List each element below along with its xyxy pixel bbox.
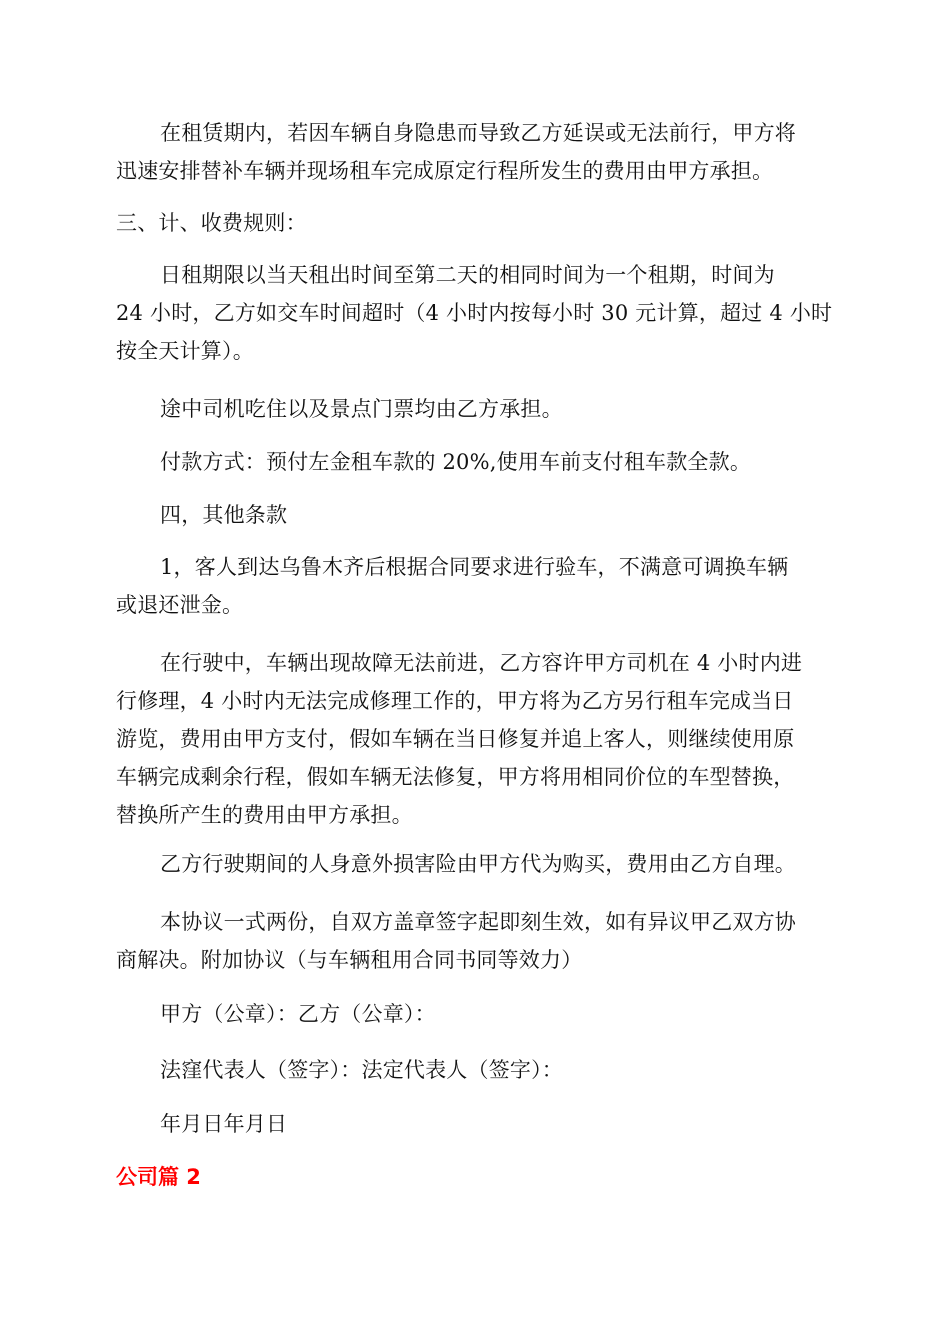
paragraph-line: 在行驶中，车辆出现故障无法前进，乙方容许甲方司机在 4 小时内进 [160,651,803,675]
section-three-heading [116,204,836,242]
paragraph-breakdown-clause [116,644,836,834]
paragraph-copies-clause [116,903,836,979]
party-seals-line [116,995,836,1033]
section-four-heading [116,496,836,534]
paragraph-driver-expenses [116,390,836,428]
dates-line [116,1105,836,1143]
paragraph-line: 商解决。附加协议（与车辆租用合同书同等效力） [116,948,583,972]
signature-line-text: 法窪代表人（签字）：法定代表人（签字）： [160,1058,563,1082]
paragraph-line: 迅速安排替补车辆并现场租车完成原定行程所发生的费用由甲方承担。 [116,159,774,183]
paragraph-line: 付款方式：预付左金租车款的 20%,使用车前支付租车款全款。 [160,450,752,474]
paragraph-line: 1，客人到达乌鲁木齐后根据合同要求进行验车，不满意可调换车辆 [160,555,789,579]
paragraph-insurance-clause [116,845,836,883]
paragraph-line: 行修理，4 小时内无法完成修理工作的，甲方将为乙方另行租车完成当日 [116,689,794,713]
paragraph-payment-method [116,443,836,481]
paragraph-line: 游览，费用由甲方支付，假如车辆在当日修复并追上客人，则继续使用原 [116,727,795,751]
paragraph-line: 途中司机吃住以及景点门票均由乙方承担。 [160,397,563,421]
signature-line-text: 甲方（公章）：乙方（公章）： [160,1002,436,1026]
paragraph-line: 或退还泄金。 [116,593,244,617]
paragraph-replacement-vehicle [116,114,836,190]
paragraph-line: 按全天计算）。 [116,339,254,363]
paragraph-vehicle-inspection [116,548,836,624]
paragraph-line: 替换所产生的费用由甲方承担。 [116,803,413,827]
next-section-heading: 公司篇 2 [116,1165,201,1189]
paragraph-daily-rental-period [116,256,836,370]
paragraph-line: 乙方行驶期间的人身意外损害险由甲方代为购买，费用由乙方自理。 [160,852,796,876]
section-heading-text: 四，其他条款 [160,503,288,527]
representatives-line [116,1051,836,1089]
paragraph-line: 本协议一式两份，自双方盖章签字起即刻生效，如有异议甲乙双方协 [160,910,796,934]
paragraph-line: 在租赁期内，若因车辆自身隐患而导致乙方延误或无法前行，甲方将 [160,121,796,145]
paragraph-line: 日租期限以当天租出时间至第二天的相同时间为一个租期，时间为 [160,263,775,287]
paragraph-line: 车辆完成剩余行程，假如车辆无法修复，甲方将用相同价位的车型替换， [116,765,795,789]
paragraph-line: 24 小时，乙方如交车时间超时（4 小时内按每小时 30 元计算，超过 4 小时 [116,301,833,325]
section-heading-text: 三、计、收费规则： [116,211,307,235]
date-line-text: 年月日年月日 [160,1112,288,1136]
